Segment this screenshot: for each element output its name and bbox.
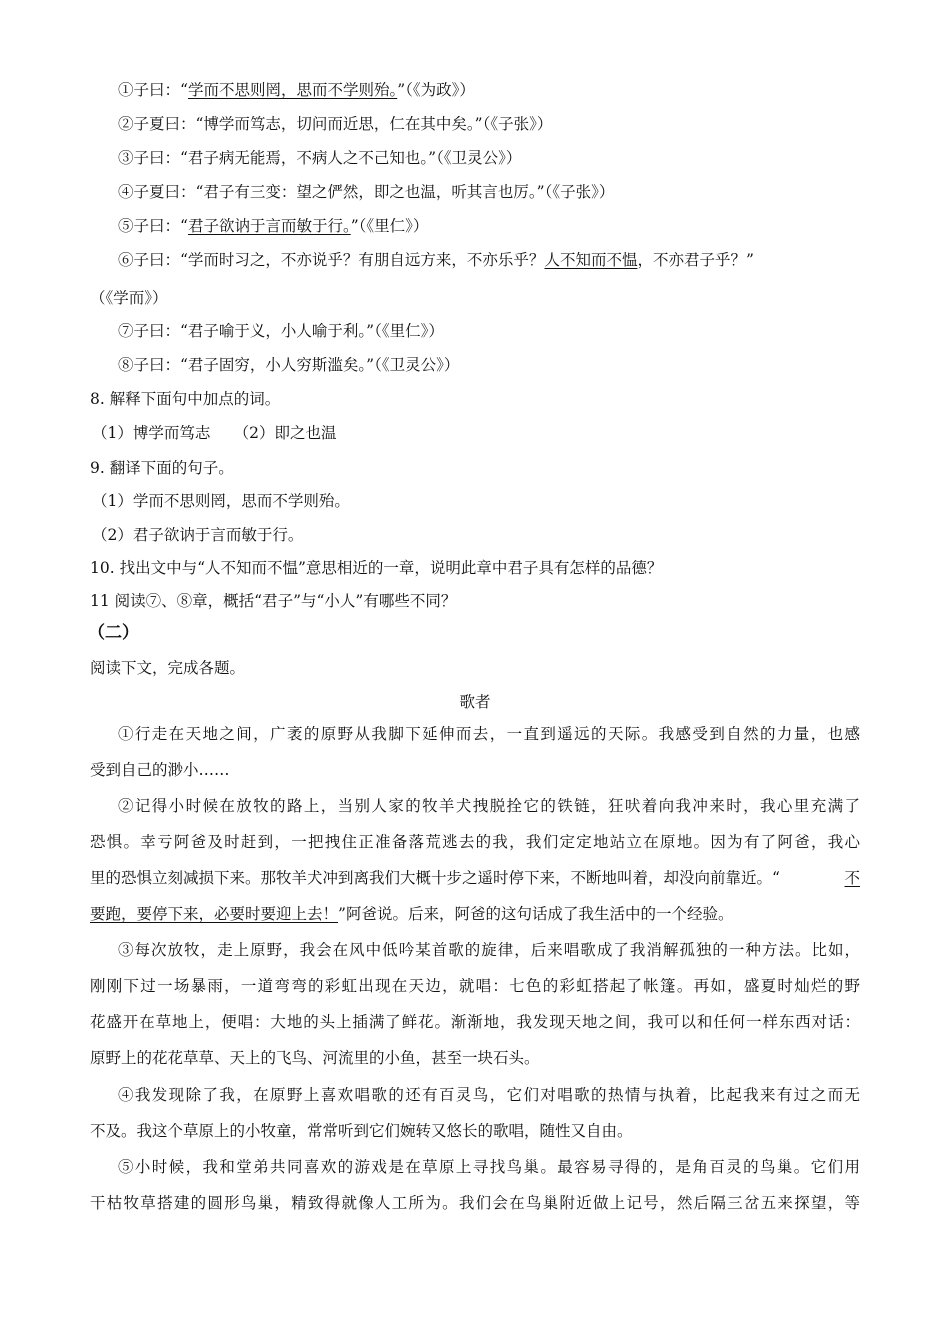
article-p2-line-2: 恐惧。幸亏阿爸及时赶到，一把拽住正准备落荒逃去的我，我们定定地站立在原地。因为有了阿爸，我心 — [90, 833, 860, 851]
analects-line-2: ②子夏曰：“博学而笃志，切问而近思，仁在其中矣。”（《子张》） — [118, 115, 553, 133]
article-title: 歌者 — [459, 693, 491, 711]
article-p4-line-1: ④我发现除了我，在原野上喜欢唱歌的还有百灵鸟，它们对唱歌的热情与执着，比起我来有过之而无 — [118, 1086, 860, 1104]
article-p3-line-2: 刚刚下过一场暴雨，一道弯弯的彩虹出现在天边，就唱：七色的彩虹搭起了帐篷。再如，盛夏时灿烂的野 — [90, 977, 860, 995]
question-10: 10. 找出文中与“人不知而不愠”意思相近的一章，说明此章中君子具有怎样的品德？ — [90, 559, 663, 577]
article-p1-line-1: ①行走在天地之间，广袤的原野从我脚下延伸而去，一直到遥远的天际。我感受到自然的力量，也感 — [118, 725, 860, 743]
article-p4-line-2: 不及。我这个草原上的小牧童，常常听到它们婉转又悠长的歌唱，随性又自由。 — [90, 1122, 633, 1140]
analects-line-5: ⑤子曰：“君子欲讷于言而敏于行。”（《里仁》） — [118, 217, 429, 235]
question-8-items: （1）博学而笃志 （2）即之也温 — [92, 424, 337, 442]
question-8: 8. 解释下面句中加点的词。 — [90, 390, 281, 408]
question-9-item-2: （2）君子欲讷于言而敏于行。 — [92, 526, 304, 544]
article-p2-line-3: 里的恐惧立刻减损下来。那牧羊犬冲到离我们大概十步之遥时停下来，不断地叫着，却没向前靠近。“ 不 — [90, 869, 860, 887]
section-instruction: 阅读下文，完成各题。 — [90, 659, 246, 677]
section-heading: （二） — [88, 623, 139, 643]
analects-line-7: ⑦子曰：“君子喻于义，小人喻于利。”（《里仁》） — [118, 322, 444, 340]
article-p1-line-2: 受到自己的渺小…… — [90, 761, 230, 779]
article-p3-line-4: 原野上的花花草草、天上的飞鸟、河流里的小鱼，甚至一块石头。 — [90, 1049, 540, 1067]
article-p2-line-1: ②记得小时候在放牧的路上，当别人家的牧羊犬拽脱拴它的铁链，狂吠着向我冲来时，我心里充满了 — [118, 797, 860, 815]
article-p5-line-2: 干枯牧草搭建的圆形鸟巢，精致得就像人工所为。我们会在鸟巢附近做上记号，然后隔三岔五来探望，等 — [90, 1194, 860, 1212]
analects-line-6-source: （《学而》） — [90, 289, 168, 307]
article-p3-line-3: 花盛开在草地上，便唱：大地的头上插满了鲜花。渐渐地，我发现天地之间，我可以和任何一样东西对话： — [90, 1013, 860, 1031]
article-p2-line-4: 要跑，要停下来，必要时要迎上去！”阿爸说。后来，阿爸的这句话成了我生活中的一个经验。 — [90, 905, 734, 923]
analects-line-6: ⑥子曰：“学而时习之，不亦说乎？有朋自远方来，不亦乐乎？人不知而不愠，不亦君子乎？” — [118, 251, 754, 269]
analects-line-8: ⑧子曰：“君子固穷，小人穷斯滥矣。”（《卫灵公》） — [118, 356, 460, 374]
analects-line-3: ③子曰：“君子病无能焉，不病人之不己知也。”（《卫灵公》） — [118, 149, 522, 167]
question-9: 9. 翻译下面的句子。 — [90, 459, 234, 477]
analects-line-4: ④子夏曰：“君子有三变：望之俨然，即之也温，听其言也厉。”（《子张》） — [118, 183, 615, 201]
question-11: 11 阅读⑦、⑧章，概括“君子”与“小人”有哪些不同？ — [90, 592, 457, 610]
question-9-item-1: （1）学而不思则罔，思而不学则殆。 — [92, 492, 350, 510]
article-p3-line-1: ③每次放牧，走上原野，我会在风中低吟某首歌的旋律，后来唱歌成了我消解孤独的一种方法。比如， — [118, 941, 860, 959]
article-p5-line-1: ⑤小时候，我和堂弟共同喜欢的游戏是在草原上寻找鸟巢。最容易寻得的，是角百灵的鸟巢。它们用 — [118, 1158, 860, 1176]
analects-line-1: ①子曰：“学而不思则罔，思而不学则殆。”（《为政》） — [118, 81, 475, 99]
